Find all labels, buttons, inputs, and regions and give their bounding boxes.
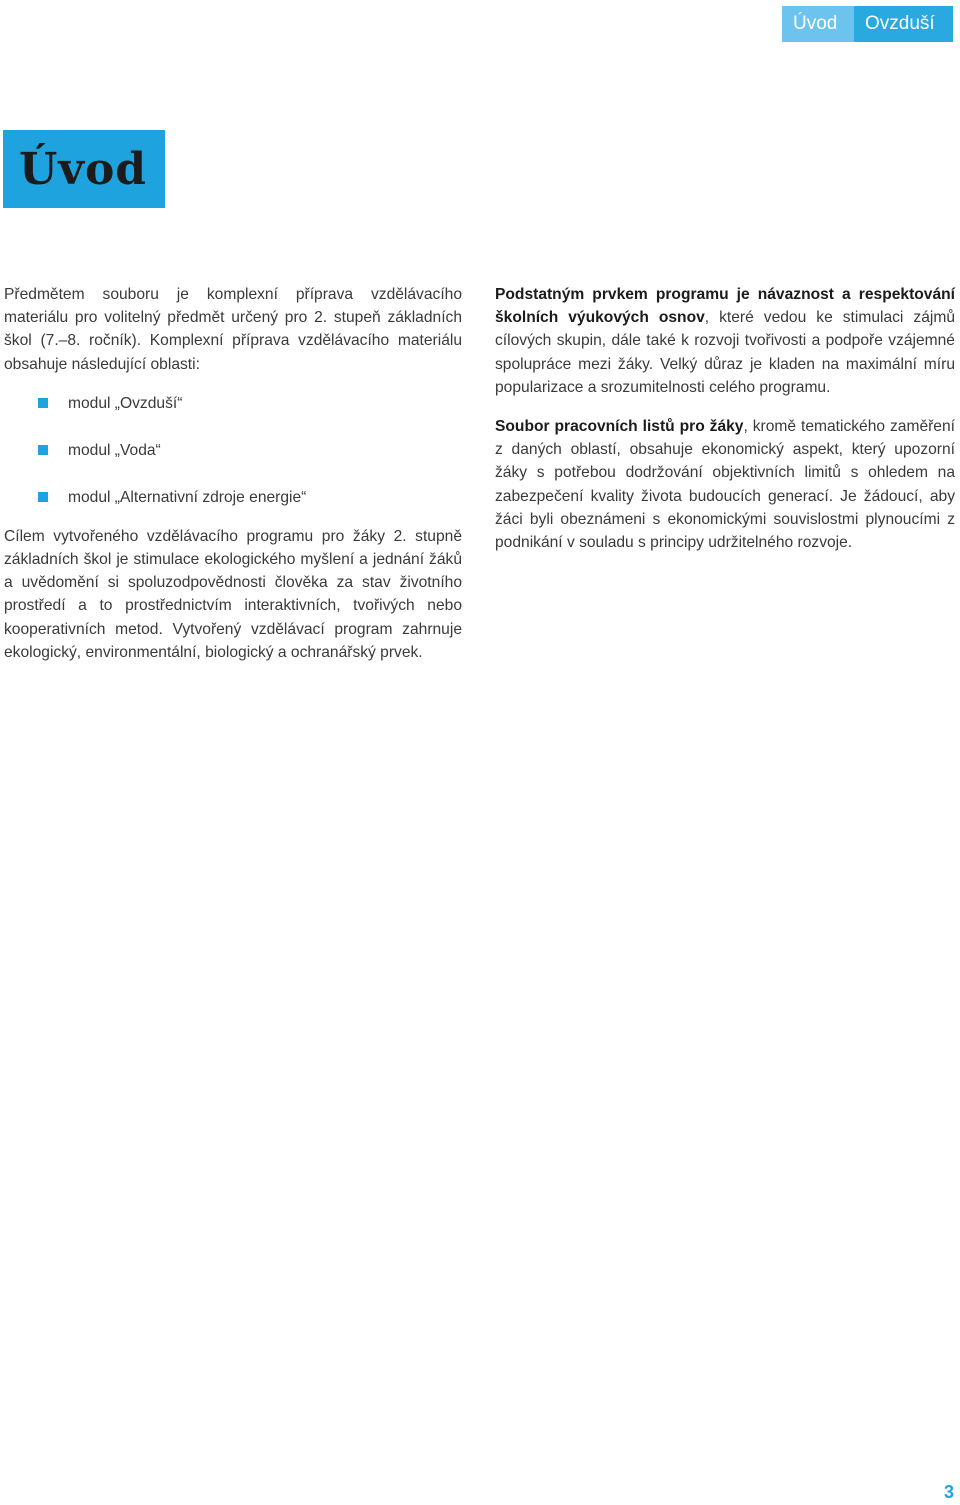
square-bullet-icon (38, 445, 48, 455)
right-column (495, 283, 955, 554)
list-item-label: modul „Alternativní zdroje energie“ (68, 488, 307, 506)
list-item-label: modul „Voda“ (68, 441, 161, 459)
left-column (4, 283, 462, 664)
list-item (4, 392, 462, 415)
square-bullet-icon (38, 398, 48, 408)
program-text: , které vedou ke stimulaci zájmů cílových skupin, dále také k rozvoji tvořivosti a podpoře vzájemné spolupráce mezi žáky. Velký důraz je kladen na maximální míru popularizace a srozumitelnosti celého programu. (495, 309, 955, 396)
program-emphasis: Podstatným prvkem programu je návaznost a respektování školních výukových osnov (495, 286, 955, 327)
worksheets-emphasis: Soubor pracovních listů pro žáky (495, 418, 744, 436)
module-list (4, 392, 462, 509)
worksheets-text: , kromě tematického zaměření z daných oblastí, obsahuje ekonomický aspekt, který upozorní žáky s potřebou dodržování objektivních limitů s ohledem na zabezpečení kvality života budoucích generací. Je žádoucí, aby žáci byli obeznámeni s ekonomickými souvislostmi plynoucími z podnikání v souladu s principy udržitelného rozvoje. (495, 418, 955, 552)
worksheets-paragraph (495, 415, 955, 554)
list-item (4, 486, 462, 509)
section-tabs (782, 6, 953, 42)
page-number: 3 (943, 1482, 954, 1502)
title-block (3, 130, 165, 208)
intro-paragraph: Předmětem souboru je komplexní příprava vzdělávacího materiálu pro volitelný předmět určený pro 2. stupeň základních škol (7.–8. ročník). Komplexní příprava vzdělávacího materiálu obsahuje následující oblasti: (4, 286, 462, 373)
page-title: Úvod (19, 144, 148, 195)
tab-uvod[interactable]: Úvod (782, 6, 854, 42)
square-bullet-icon (38, 492, 48, 502)
list-item (4, 439, 462, 462)
program-paragraph (495, 283, 955, 399)
list-item-label: modul „Ovzduší“ (68, 394, 183, 412)
goal-paragraph: Cílem vytvořeného vzdělávacího programu pro žáky 2. stupně základních škol je stimulace ekologického myšlení a jednání žáků a uvědomění si spoluzodpovědnosti člověka za stav životního prostředí a to prostřednictvím interaktivních, tvořivých nebo kooperativních metod. Vytvořený vzdělávací program zahrnuje ekologický, environmentální, biologický a ochranářský prvek. (4, 527, 462, 661)
tab-ovzdusi[interactable]: Ovzduší (854, 6, 953, 42)
